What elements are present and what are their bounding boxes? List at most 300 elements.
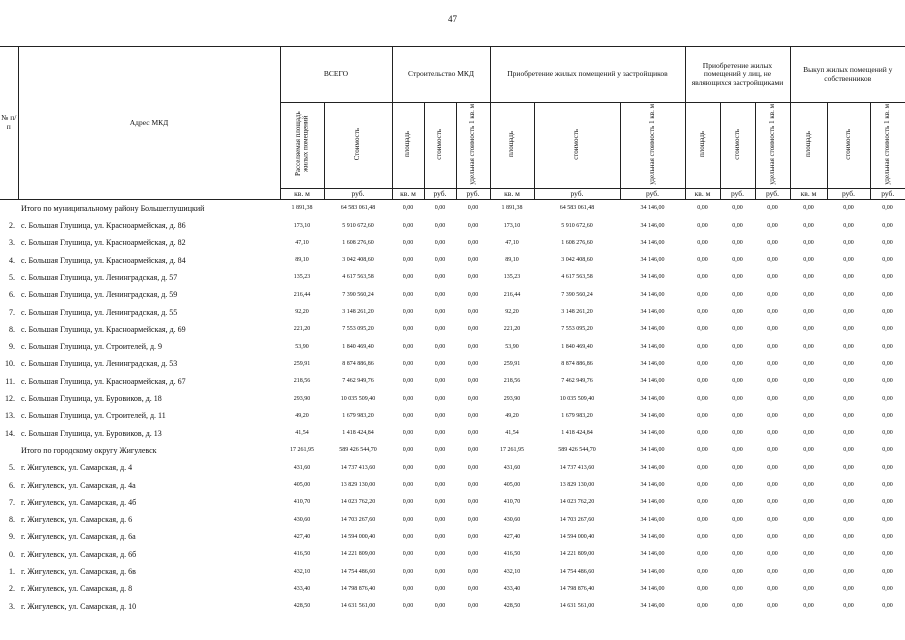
cell-value: 0,00 <box>803 447 814 454</box>
cell-value: 49,20 <box>505 412 519 419</box>
cell-value: 0,00 <box>467 205 479 212</box>
cell-value: 0,00 <box>402 378 414 385</box>
cell-value: 0,00 <box>697 533 708 540</box>
unit-label: руб. <box>456 188 490 199</box>
cell-value: 0,00 <box>882 603 893 610</box>
cell-value: 34 146,00 <box>640 430 665 437</box>
cell-value: 0,00 <box>434 343 446 350</box>
cell-value: 0,00 <box>732 585 743 592</box>
cell-value: 0,00 <box>402 430 414 437</box>
cell-value: 0,00 <box>434 274 446 281</box>
cell-value: 0,00 <box>434 412 446 419</box>
cell-value: 0,00 <box>434 222 446 229</box>
cell-value: 0,00 <box>843 430 854 437</box>
cell-value: 0,00 <box>843 482 854 489</box>
cell-value: 135,23 <box>503 274 521 281</box>
cell-value: 0,00 <box>767 568 778 575</box>
cell-value: 7 462 949,76 <box>561 378 593 385</box>
cell-value: 0,00 <box>882 257 893 264</box>
cell-value: 0,00 <box>402 205 414 212</box>
row-address: с. Большая Глушица, ул. Красноармейская, д. 84 <box>21 255 186 265</box>
cell-value: 34 146,00 <box>640 516 665 523</box>
cell-value: 14 594 000,40 <box>559 533 595 540</box>
cell-value: 0,00 <box>882 222 893 229</box>
cell-value: 0,00 <box>467 343 479 350</box>
sub-header-unit-cost: удельная стоимость 1 кв. м <box>870 103 905 189</box>
cell-value: 0,00 <box>803 291 814 298</box>
cell-value: 433,40 <box>503 585 521 592</box>
cell-value: 0,00 <box>732 447 743 454</box>
cell-value: 0,00 <box>803 360 814 367</box>
cell-value: 0,00 <box>882 291 893 298</box>
cell-value: 47,10 <box>295 239 309 246</box>
cell-value: 293,90 <box>293 395 311 402</box>
row-number: 13. <box>5 411 15 421</box>
cell-value: 0,00 <box>434 568 446 575</box>
table-row <box>0 528 905 545</box>
cell-value: 0,00 <box>803 568 814 575</box>
row-address: г. Жигулевск, ул. Самарская, д. 6б <box>21 549 137 559</box>
unit-label: руб. <box>720 188 755 199</box>
cell-value: 0,00 <box>882 499 893 506</box>
cell-value: 14 754 486,60 <box>340 568 376 575</box>
cell-value: 0,00 <box>697 412 708 419</box>
cell-value: 0,00 <box>467 378 479 385</box>
cell-value: 92,20 <box>295 309 309 316</box>
row-address: с. Большая Глушица, ул. Красноармейская, д. 86 <box>21 221 186 231</box>
cell-value: 0,00 <box>767 309 778 316</box>
unit-label: руб. <box>827 188 870 199</box>
cell-value: 0,00 <box>434 326 446 333</box>
row-number: 10. <box>5 359 15 369</box>
cell-value: 1 840 469,40 <box>342 343 374 350</box>
row-number: 9. <box>9 342 15 352</box>
cell-value: 34 146,00 <box>640 603 665 610</box>
cell-value: 34 146,00 <box>640 378 665 385</box>
cell-value: 0,00 <box>467 291 479 298</box>
sub-header-unit-cost: удельная стоимость 1 кв. м <box>755 103 790 189</box>
sub-header-resettled-area: Расселяемая площадь жилых помещений <box>280 103 324 189</box>
cell-value: 0,00 <box>467 603 479 610</box>
cell-value: 0,00 <box>697 482 708 489</box>
cell-value: 173,10 <box>293 222 311 229</box>
table-row <box>0 373 905 390</box>
cell-value: 0,00 <box>803 205 814 212</box>
table-row <box>0 494 905 511</box>
cell-value: 0,00 <box>697 447 708 454</box>
table-body <box>0 199 905 615</box>
cell-value: 0,00 <box>882 343 893 350</box>
table-row <box>0 355 905 372</box>
cell-value: 8 874 886,86 <box>561 360 593 367</box>
table-header <box>0 47 905 200</box>
sub-header-cost: стоимость <box>827 103 870 189</box>
row-address: с. Большая Глушица, ул. Строителей, д. 9 <box>21 342 163 352</box>
cell-value: 0,00 <box>803 326 814 333</box>
cell-value: 0,00 <box>803 378 814 385</box>
cell-value: 0,00 <box>434 239 446 246</box>
row-address: с. Большая Глушица, ул. Ленинградская, д. 59 <box>21 290 178 300</box>
cell-value: 0,00 <box>732 568 743 575</box>
cell-value: 0,00 <box>732 257 743 264</box>
sub-header-area: площадь <box>790 103 827 189</box>
cell-value: 1 608 276,60 <box>342 239 374 246</box>
cell-value: 0,00 <box>434 309 446 316</box>
cell-value: 3 042 408,60 <box>342 257 374 264</box>
cell-value: 0,00 <box>882 360 893 367</box>
cell-value: 0,00 <box>803 482 814 489</box>
cell-value: 0,00 <box>467 412 479 419</box>
cell-value: 0,00 <box>697 309 708 316</box>
cell-value: 0,00 <box>843 326 854 333</box>
row-number <box>0 199 18 217</box>
cell-value: 0,00 <box>434 395 446 402</box>
cell-value: 432,10 <box>503 568 521 575</box>
row-number: 5. <box>9 463 15 473</box>
cell-value: 1 418 424,84 <box>561 430 593 437</box>
cell-value: 0,00 <box>467 551 479 558</box>
cell-value: 259,91 <box>293 360 311 367</box>
cell-value: 431,60 <box>503 464 521 471</box>
cell-value: 0,00 <box>843 378 854 385</box>
cell-value: 428,50 <box>293 603 311 610</box>
cell-value: 405,00 <box>503 482 521 489</box>
cell-value: 430,60 <box>293 516 311 523</box>
cell-value: 0,00 <box>767 603 778 610</box>
cell-value: 14 737 413,60 <box>340 464 376 471</box>
cell-value: 0,00 <box>767 291 778 298</box>
cell-value: 0,00 <box>882 482 893 489</box>
cell-value: 0,00 <box>697 205 708 212</box>
unit-label: кв. м <box>685 188 720 199</box>
table-row <box>0 407 905 424</box>
cell-value: 410,70 <box>293 499 311 506</box>
cell-value: 1 840 469,40 <box>561 343 593 350</box>
cell-value: 0,00 <box>882 378 893 385</box>
cell-value: 410,70 <box>503 499 521 506</box>
cell-value: 7 553 095,20 <box>342 326 374 333</box>
cell-value: 0,00 <box>732 395 743 402</box>
row-number: 2. <box>9 221 15 231</box>
cell-value: 34 146,00 <box>640 257 665 264</box>
cell-value: 53,90 <box>295 343 309 350</box>
cell-value: 0,00 <box>843 274 854 281</box>
cell-value: 34 146,00 <box>640 412 665 419</box>
table-row-subtotal <box>0 199 905 217</box>
row-number: 4. <box>9 255 15 265</box>
cell-value: 14 754 486,60 <box>559 568 595 575</box>
cell-value: 0,00 <box>402 257 414 264</box>
table-row <box>0 546 905 563</box>
cell-value: 0,00 <box>803 222 814 229</box>
cell-value: 0,00 <box>732 222 743 229</box>
cell-value: 0,00 <box>882 568 893 575</box>
subtotal-label: Итого по муниципальному району Большеглушицкий <box>21 203 205 213</box>
cell-value: 0,00 <box>402 343 414 350</box>
cell-value: 0,00 <box>402 326 414 333</box>
cell-value: 4 617 563,58 <box>342 274 374 281</box>
cell-value: 0,00 <box>843 516 854 523</box>
cell-value: 0,00 <box>402 516 414 523</box>
cell-value: 216,44 <box>293 291 311 298</box>
cell-value: 0,00 <box>843 533 854 540</box>
cell-value: 0,00 <box>402 533 414 540</box>
table-row <box>0 303 905 320</box>
cell-value: 14 023 762,20 <box>559 499 595 506</box>
group-header-construction: Строительство МКД <box>392 47 490 103</box>
cell-value: 0,00 <box>697 516 708 523</box>
group-header-buyout: Выкуп жилых помещений у собственников <box>790 47 905 103</box>
cell-value: 0,00 <box>434 291 446 298</box>
cell-value: 431,60 <box>293 464 311 471</box>
table-row <box>0 252 905 269</box>
housing-cost-table <box>0 46 905 615</box>
cell-value: 0,00 <box>803 395 814 402</box>
cell-value: 0,00 <box>732 239 743 246</box>
cell-value: 0,00 <box>402 499 414 506</box>
cell-value: 0,00 <box>434 499 446 506</box>
cell-value: 17 261,95 <box>290 447 314 454</box>
unit-label: кв. м <box>392 188 424 199</box>
cell-value: 0,00 <box>843 412 854 419</box>
cell-value: 0,00 <box>402 395 414 402</box>
row-number: 1. <box>9 567 15 576</box>
cell-value: 0,00 <box>467 516 479 523</box>
cell-value: 14 631 561,00 <box>340 603 376 610</box>
cell-value: 0,00 <box>732 430 743 437</box>
table-row <box>0 597 905 614</box>
cell-value: 0,00 <box>803 533 814 540</box>
row-number: 7. <box>9 497 15 507</box>
cell-value: 0,00 <box>402 309 414 316</box>
cell-value: 0,00 <box>697 395 708 402</box>
cell-value: 0,00 <box>467 533 479 540</box>
cell-value: 0,00 <box>803 239 814 246</box>
cell-value: 0,00 <box>467 239 479 246</box>
sub-header-area: площадь <box>490 103 534 189</box>
cell-value: 0,00 <box>697 585 708 592</box>
cell-value: 0,00 <box>434 516 446 523</box>
cell-value: 0,00 <box>697 257 708 264</box>
cell-value: 0,00 <box>767 222 778 229</box>
cell-value: 89,10 <box>295 257 309 264</box>
table-row-subtotal <box>0 442 905 459</box>
cell-value: 0,00 <box>697 430 708 437</box>
cell-value: 34 146,00 <box>640 222 665 229</box>
cell-value: 0,00 <box>767 447 778 454</box>
cell-value: 34 146,00 <box>640 551 665 558</box>
cell-value: 0,00 <box>767 430 778 437</box>
cell-value: 0,00 <box>767 239 778 246</box>
cell-value: 0,00 <box>697 274 708 281</box>
cell-value: 0,00 <box>434 430 446 437</box>
table-row <box>0 390 905 407</box>
cell-value: 173,10 <box>503 222 521 229</box>
cell-value: 0,00 <box>732 464 743 471</box>
cell-value: 0,00 <box>803 343 814 350</box>
cell-value: 3 148 261,20 <box>342 309 374 316</box>
cell-value: 221,20 <box>293 326 311 333</box>
cell-value: 0,00 <box>697 551 708 558</box>
cell-value: 0,00 <box>697 499 708 506</box>
cell-value: 0,00 <box>882 585 893 592</box>
cell-value: 0,00 <box>803 585 814 592</box>
cell-value: 0,00 <box>732 603 743 610</box>
row-address: с. Большая Глушица, ул. Красноармейская, д. 82 <box>21 238 186 248</box>
cell-value: 0,00 <box>697 360 708 367</box>
sub-header-area: площадь <box>685 103 720 189</box>
cell-value: 0,00 <box>882 430 893 437</box>
cell-value: 0,00 <box>697 464 708 471</box>
cell-value: 0,00 <box>767 516 778 523</box>
cell-value: 0,00 <box>402 239 414 246</box>
row-address: с. Большая Глушица, ул. Буровиков, д. 18 <box>21 394 162 404</box>
cell-value: 13 829 130,00 <box>559 482 595 489</box>
cell-value: 34 146,00 <box>640 533 665 540</box>
cell-value: 5 910 672,60 <box>561 222 593 229</box>
table-row <box>0 580 905 597</box>
cell-value: 0,00 <box>767 482 778 489</box>
cell-value: 0,00 <box>843 585 854 592</box>
cell-value: 13 829 130,00 <box>340 482 376 489</box>
row-number: 9. <box>9 532 15 542</box>
cell-value: 3 042 408,60 <box>561 257 593 264</box>
cell-value: 0,00 <box>843 360 854 367</box>
cell-value: 0,00 <box>803 603 814 610</box>
cell-value: 14 631 561,00 <box>559 603 595 610</box>
cell-value: 293,90 <box>503 395 521 402</box>
cell-value: 53,90 <box>505 343 519 350</box>
cell-value: 0,00 <box>767 533 778 540</box>
cell-value: 135,23 <box>293 274 311 281</box>
cell-value: 1 891,38 <box>501 205 523 212</box>
cell-value: 14 221 809,00 <box>340 551 376 558</box>
row-number: 8. <box>9 324 15 334</box>
row-number: 2. <box>9 584 15 594</box>
table-row <box>0 321 905 338</box>
cell-value: 0,00 <box>467 309 479 316</box>
cell-value: 0,00 <box>434 257 446 264</box>
cell-value: 0,00 <box>402 360 414 367</box>
cell-value: 0,00 <box>467 274 479 281</box>
cell-value: 0,00 <box>402 274 414 281</box>
cell-value: 34 146,00 <box>640 239 665 246</box>
cell-value: 0,00 <box>732 533 743 540</box>
row-address: с. Большая Глушица, ул. Красноармейская, д. 67 <box>21 376 186 386</box>
cell-value: 0,00 <box>732 412 743 419</box>
cell-value: 432,10 <box>293 568 311 575</box>
cell-value: 0,00 <box>402 222 414 229</box>
cell-value: 0,00 <box>882 516 893 523</box>
table-row <box>0 217 905 234</box>
cell-value: 0,00 <box>882 447 893 454</box>
cell-value: 416,50 <box>293 551 311 558</box>
cell-value: 0,00 <box>402 412 414 419</box>
cell-value: 0,00 <box>882 274 893 281</box>
row-address: г. Жигулевск, ул. Самарская, д. 6а <box>21 532 136 542</box>
cell-value: 89,10 <box>505 257 519 264</box>
row-address: г. Жигулевск, ул. Самарская, д. 10 <box>21 601 137 611</box>
cell-value: 0,00 <box>882 412 893 419</box>
cell-value: 14 737 413,60 <box>559 464 595 471</box>
cell-value: 0,00 <box>803 430 814 437</box>
col-header-number: № п/п <box>0 47 18 200</box>
cell-value: 0,00 <box>467 257 479 264</box>
cell-value: 14 703 267,60 <box>340 516 376 523</box>
cell-value: 0,00 <box>843 309 854 316</box>
page-number: 47 <box>448 14 457 24</box>
row-number: 14. <box>5 428 15 438</box>
cell-value: 0,00 <box>697 326 708 333</box>
cell-value: 1 679 983,20 <box>342 412 374 419</box>
row-address: с. Большая Глушица, ул. Буровиков, д. 13 <box>21 428 162 438</box>
sub-header-unit-cost: удельная стоимость 1 кв. м <box>620 103 685 189</box>
row-address: с. Большая Глушица, ул. Ленинградская, д. 55 <box>21 307 178 317</box>
cell-value: 0,00 <box>467 464 479 471</box>
cell-value: 0,00 <box>803 464 814 471</box>
cell-value: 218,56 <box>503 378 521 385</box>
cell-value: 7 553 095,20 <box>561 326 593 333</box>
cell-value: 0,00 <box>882 395 893 402</box>
table-row <box>0 459 905 476</box>
sub-header-cost: стоимость <box>424 103 456 189</box>
cell-value: 0,00 <box>732 291 743 298</box>
cell-value: 0,00 <box>732 309 743 316</box>
sub-header-cost: стоимость <box>720 103 755 189</box>
cell-value: 41,54 <box>295 430 309 437</box>
cell-value: 34 146,00 <box>640 326 665 333</box>
unit-label: руб. <box>424 188 456 199</box>
cell-value: 0,00 <box>843 568 854 575</box>
cell-value: 14 594 000,40 <box>340 533 376 540</box>
group-header-other-purchase: Приобретение жилых помещений у лиц, не являющихся застройщиками <box>685 47 790 103</box>
cell-value: 64 583 061,48 <box>559 205 595 212</box>
cell-value: 0,00 <box>803 257 814 264</box>
row-address: г. Жигулевск, ул. Самарская, д. 8 <box>21 584 133 594</box>
cell-value: 0,00 <box>843 603 854 610</box>
row-number: 8. <box>9 515 15 525</box>
unit-label: руб. <box>324 188 392 199</box>
row-address: г. Жигулевск, ул. Самарская, д. 6в <box>21 567 136 576</box>
cell-value: 0,00 <box>434 603 446 610</box>
cell-value: 216,44 <box>503 291 521 298</box>
row-number: 12. <box>5 394 15 404</box>
cell-value: 0,00 <box>467 568 479 575</box>
cell-value: 0,00 <box>467 360 479 367</box>
cell-value: 0,00 <box>732 274 743 281</box>
cell-value: 14 798 876,40 <box>340 585 376 592</box>
sub-header-unit-cost: удельная стоимость 1 кв. м <box>456 103 490 189</box>
cell-value: 0,00 <box>767 551 778 558</box>
row-address: г. Жигулевск, ул. Самарская, д. 4б <box>21 497 137 507</box>
cell-value: 0,00 <box>467 482 479 489</box>
cell-value: 34 146,00 <box>640 447 665 454</box>
cell-value: 0,00 <box>402 464 414 471</box>
row-number: 11. <box>5 376 15 386</box>
cell-value: 0,00 <box>467 499 479 506</box>
cell-value: 427,40 <box>293 533 311 540</box>
cell-value: 0,00 <box>843 395 854 402</box>
cell-value: 0,00 <box>402 568 414 575</box>
cell-value: 589 426 544,70 <box>339 447 377 454</box>
cell-value: 0,00 <box>434 205 446 212</box>
cell-value: 0,00 <box>767 343 778 350</box>
cell-value: 0,00 <box>402 291 414 298</box>
row-address: с. Большая Глушица, ул. Ленинградская, д. 53 <box>21 359 178 369</box>
cell-value: 218,56 <box>293 378 311 385</box>
cell-value: 0,00 <box>732 326 743 333</box>
row-address: г. Жигулевск, ул. Самарская, д. 6 <box>21 515 133 525</box>
